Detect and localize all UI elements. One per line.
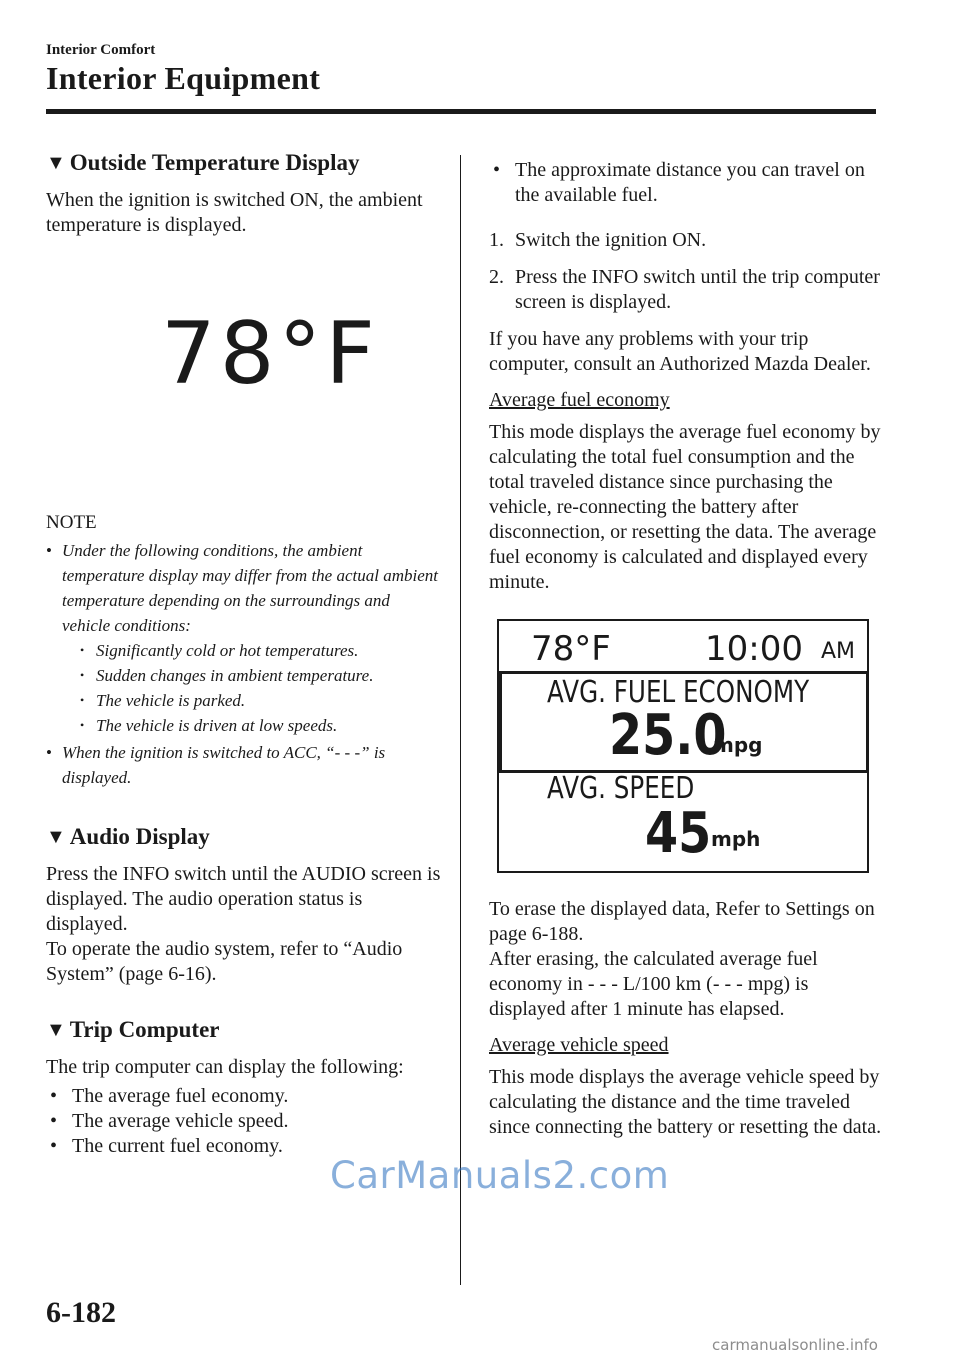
trip-consult: If you have any problems with your trip computer, consult an Authorized Mazda Dealer. xyxy=(489,328,871,375)
outside-temp-heading-text: Outside Temperature Display xyxy=(69,150,360,175)
right-column xyxy=(489,158,884,1152)
display-value-fuel: 25.0 xyxy=(609,703,727,768)
display-ampm: AM xyxy=(821,639,856,664)
footer-url: carmanualsonline.info xyxy=(712,1336,878,1354)
avg-speed-subheading: Average vehicle speed xyxy=(489,1034,669,1056)
note-title: NOTE xyxy=(46,512,97,533)
note-subitem: • Significantly cold or hot temperatures. xyxy=(46,638,441,663)
trip-bullet: • The approximate distance you can travel on the available fuel. xyxy=(489,158,884,208)
display-unit-fuel: mpg xyxy=(713,733,763,757)
triangle-down-icon: ▼ xyxy=(46,151,66,174)
trip-bullet: • The current fuel economy. xyxy=(46,1134,441,1159)
note-subitem: • The vehicle is driven at low speeds. xyxy=(46,713,441,738)
watermark: CarManuals2.com xyxy=(330,1154,670,1197)
step-text: Switch the ignition ON. xyxy=(515,229,707,251)
outside-temp-intro: When the ignition is switched ON, the ambient temperature is displayed. xyxy=(46,189,423,236)
avg-speed-para: This mode displays the average vehicle speed by calculating the distance and the time traveled since connecting the battery or resetting the data. xyxy=(489,1066,882,1138)
triangle-down-icon: ▼ xyxy=(46,1018,66,1041)
note-subitem: • The vehicle is parked. xyxy=(46,688,441,713)
trip-step xyxy=(489,228,884,253)
triangle-down-icon: ▼ xyxy=(46,825,66,848)
trip-computer-heading xyxy=(46,1017,441,1043)
left-column xyxy=(46,150,441,1171)
trip-steps xyxy=(489,228,884,315)
note-list xyxy=(46,538,441,638)
outside-temp-heading xyxy=(46,150,441,176)
audio-display-heading-text: Audio Display xyxy=(69,824,210,849)
trip-bullets xyxy=(46,1084,441,1159)
display-unit-speed: mph xyxy=(711,827,761,851)
note-item: • When the ignition is switched to ACC, “- - -” is displayed. xyxy=(46,740,441,790)
avg-fuel-subheading: Average fuel economy xyxy=(489,389,670,411)
note-item: • Under the following conditions, the ambient temperature display may differ from the actual ambient temperature depending on the surroundings and vehicle conditions: xyxy=(46,538,441,638)
erase-para-2: After erasing, the calculated average fuel economy in - - - L/100 km (- - - mpg) is displayed after 1 minute has elapsed. xyxy=(489,948,818,1020)
title-rule xyxy=(46,109,876,114)
trip-intro: The trip computer can display the following: xyxy=(46,1056,404,1078)
column-divider xyxy=(460,155,461,1285)
trip-bullet: • The average vehicle speed. xyxy=(46,1109,441,1134)
avg-fuel-para: This mode displays the average fuel economy by calculating the total fuel consumption and the total traveled distance since purchasing the vehicle, re-connecting the battery after disconnection, or resetting the data. The average fuel economy is calculated and displayed every minute. xyxy=(489,421,881,593)
display-temp: 78°F xyxy=(531,629,611,669)
display-value-speed: 45 xyxy=(645,801,712,866)
temperature-value: 78°F xyxy=(161,304,379,404)
trip-computer-heading-text: Trip Computer xyxy=(69,1017,220,1042)
trip-computer-display xyxy=(497,619,869,873)
section-label: Interior Comfort xyxy=(46,42,156,58)
trip-bullet: • The average fuel economy. xyxy=(46,1084,441,1109)
display-time: 10:00 xyxy=(705,629,803,669)
display-label-speed: AVG. SPEED xyxy=(547,771,695,806)
trip-bullets-continued xyxy=(489,158,884,208)
note-sublist xyxy=(46,638,441,738)
audio-para-2: To operate the audio system, refer to “Audio System” (page 6-16). xyxy=(46,938,403,985)
step-text: Press the INFO switch until the trip computer screen is displayed. xyxy=(515,266,880,313)
display-label-fuel: AVG. FUEL ECONOMY xyxy=(547,675,810,710)
audio-para-1: Press the INFO switch until the AUDIO screen is displayed. The audio operation status is displayed. xyxy=(46,863,441,935)
step-number: 2. xyxy=(489,266,504,288)
step-number: 1. xyxy=(489,229,504,251)
trip-step xyxy=(489,265,884,315)
audio-display-heading xyxy=(46,824,441,850)
note-list-2 xyxy=(46,740,441,790)
page-number: 6-182 xyxy=(46,1296,116,1329)
temperature-figure xyxy=(46,250,441,490)
note-subitem: • Sudden changes in ambient temperature. xyxy=(46,663,441,688)
page-title: Interior Equipment xyxy=(46,60,321,96)
erase-para-1: To erase the displayed data, Refer to Settings on page 6-188. xyxy=(489,898,875,945)
